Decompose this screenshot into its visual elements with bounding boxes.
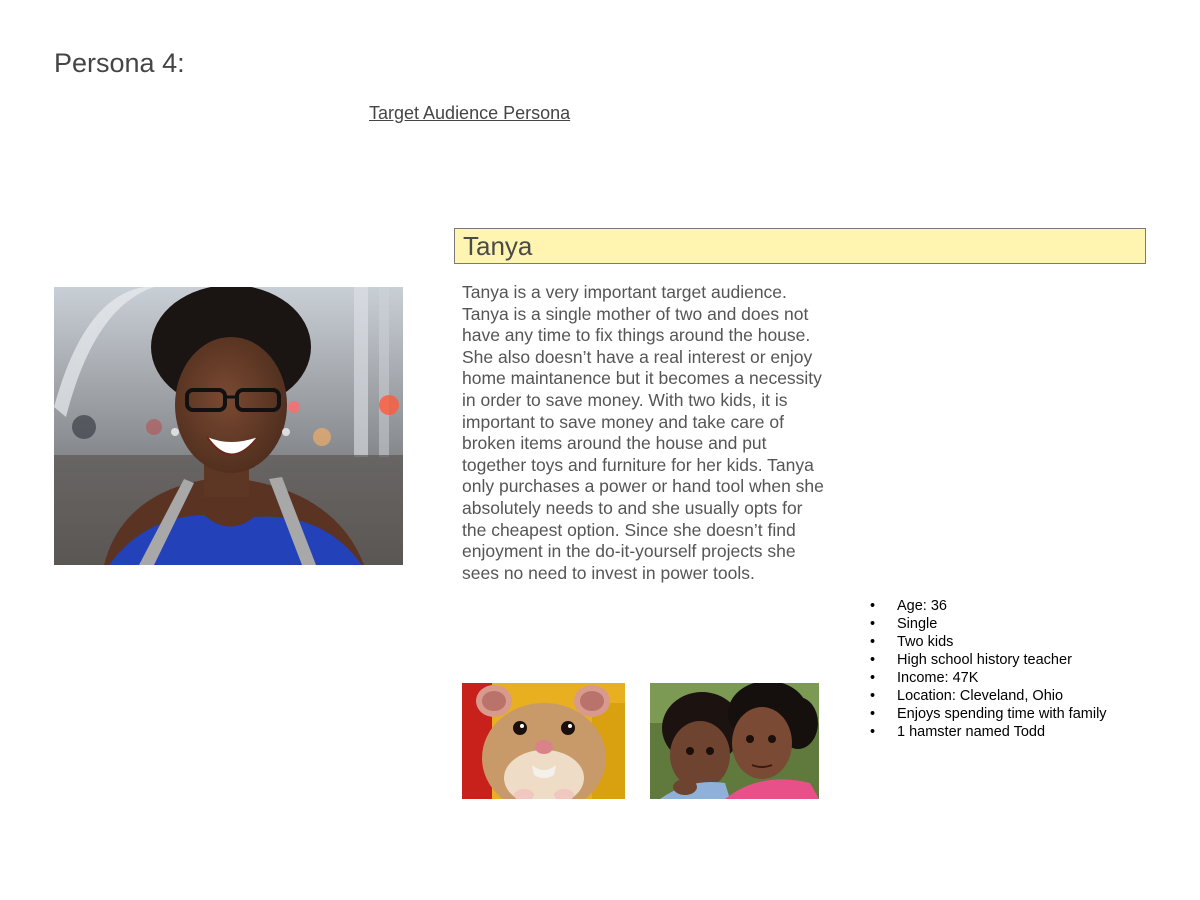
list-item: • Age: 36	[870, 597, 1107, 615]
kids-photo	[650, 683, 819, 799]
list-item: • 1 hamster named Todd	[870, 723, 1107, 741]
list-item: • Single	[870, 615, 1107, 633]
list-item: • Two kids	[870, 633, 1107, 651]
persona-name-box	[454, 228, 1146, 264]
page-heading: Persona 4:	[54, 48, 185, 78]
hamster-photo	[462, 683, 625, 799]
list-item: • High school history teacher	[870, 651, 1107, 669]
list-item: • Income: 47K	[870, 669, 1107, 687]
list-item: • Enjoys spending time with family	[870, 705, 1107, 723]
persona-bio: Tanya is a very important target audience. Tanya is a single mother of two and does not have any time to fix things around the house. She also doesn’t have a real interest or enjoy home maintanence but it becomes a necessity in order to save money. With two kids, it is important to save money and take care of broken items around the house and put together toys and furniture for her kids. Tanya only purchases a power or hand tool when she absolutely needs to and she usually opts for the cheapest option. Since she doesn’t find enjoyment in the do-it-yourself projects she sees no need to invest in power tools.	[462, 282, 824, 583]
persona-name: Tanya	[463, 231, 533, 261]
page-subtitle: Target Audience Persona	[369, 103, 571, 123]
persona-facts-list	[870, 597, 1107, 741]
list-item: • Location: Cleveland, Ohio	[870, 687, 1107, 705]
persona-photo	[54, 287, 403, 565]
